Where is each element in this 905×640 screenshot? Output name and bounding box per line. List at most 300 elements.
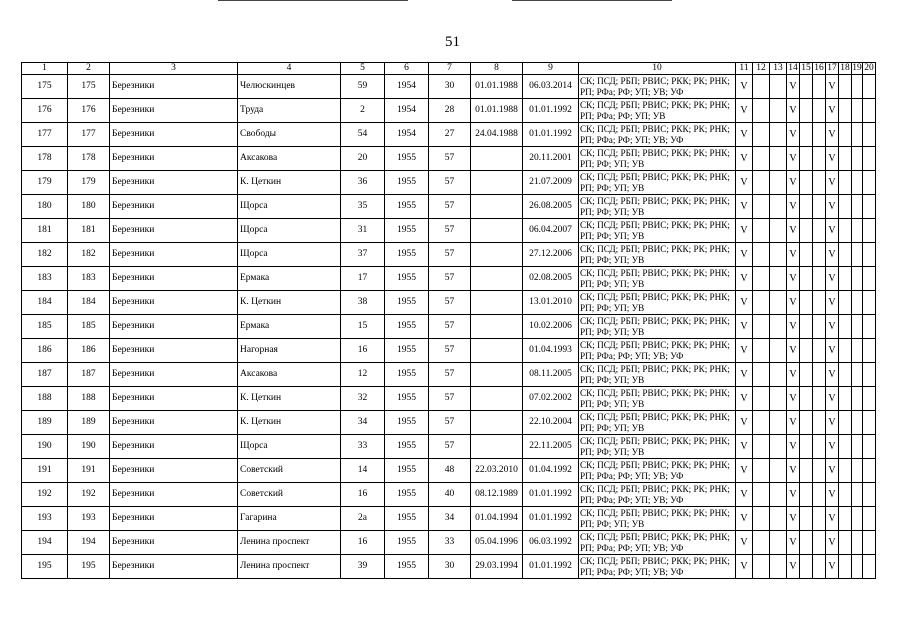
- cell-mark-18: [839, 387, 852, 411]
- table-row: [22, 483, 876, 507]
- cell-city: Березники: [110, 363, 238, 387]
- cell-mark-16: [813, 363, 826, 387]
- cell-mark-11: V: [736, 99, 753, 123]
- cell-date-1: [471, 171, 523, 195]
- cell-mark-14: V: [787, 363, 800, 387]
- cell-record-number: 183: [22, 267, 68, 291]
- cell-house-number: 16: [341, 531, 385, 555]
- cell-house-number: 54: [341, 123, 385, 147]
- cell-object-number: 176: [68, 99, 110, 123]
- cell-house-number: 38: [341, 291, 385, 315]
- cell-date-1: 29.03.1994: [471, 555, 523, 579]
- cell-mark-14: V: [787, 339, 800, 363]
- column-header-5: 5: [341, 63, 385, 75]
- cell-mark-20: [863, 507, 876, 531]
- cell-street: К. Цеткин: [238, 387, 341, 411]
- cell-mark-12: [753, 75, 770, 99]
- cell-mark-11: V: [736, 171, 753, 195]
- cell-object-number: 179: [68, 171, 110, 195]
- cell-mark-19: [852, 99, 863, 123]
- cell-build-year: 1955: [385, 411, 429, 435]
- cell-house-number: 16: [341, 339, 385, 363]
- cell-date-2: 02.08.2005: [523, 267, 579, 291]
- cell-work-codes: СК; ПСД; РБП; РВИС; РКК; РК; РНК; РП; РФа; РФ; УП; УВ; УФ: [579, 75, 736, 99]
- cell-mark-15: [800, 267, 813, 291]
- cell-work-codes: СК; ПСД; РБП; РВИС; РКК; РК; РНК; РП; РФа; РФ; УП; УВ; УФ: [579, 123, 736, 147]
- cell-wear-percent: 57: [429, 363, 471, 387]
- cell-street: Ермака: [238, 315, 341, 339]
- cell-mark-18: [839, 483, 852, 507]
- cell-date-2: 06.03.1992: [523, 531, 579, 555]
- cell-mark-13: [770, 171, 787, 195]
- cell-mark-13: [770, 315, 787, 339]
- cell-mark-19: [852, 75, 863, 99]
- cell-date-1: [471, 315, 523, 339]
- table-row: [22, 99, 876, 123]
- cell-mark-19: [852, 339, 863, 363]
- cell-date-1: [471, 411, 523, 435]
- cell-record-number: 190: [22, 435, 68, 459]
- table-row: [22, 171, 876, 195]
- cell-build-year: 1955: [385, 483, 429, 507]
- cell-mark-19: [852, 459, 863, 483]
- cell-date-1: 08.12.1989: [471, 483, 523, 507]
- column-header-13: 13: [770, 63, 787, 75]
- cell-mark-17: V: [826, 435, 839, 459]
- cell-work-codes: СК; ПСД; РБП; РВИС; РКК; РК; РНК; РП; РФа; РФ; УП; УВ; УФ: [579, 339, 736, 363]
- cell-record-number: 191: [22, 459, 68, 483]
- cell-object-number: 177: [68, 123, 110, 147]
- cell-mark-17: V: [826, 171, 839, 195]
- cell-mark-16: [813, 555, 826, 579]
- cell-mark-17: V: [826, 195, 839, 219]
- cell-mark-12: [753, 171, 770, 195]
- cell-mark-15: [800, 339, 813, 363]
- table-row: [22, 339, 876, 363]
- cell-object-number: 193: [68, 507, 110, 531]
- cell-mark-17: V: [826, 339, 839, 363]
- cell-date-2: 01.01.1992: [523, 507, 579, 531]
- cell-work-codes: СК; ПСД; РБП; РВИС; РКК; РК; РНК; РП; РФ; УП; УВ: [579, 195, 736, 219]
- cell-object-number: 184: [68, 291, 110, 315]
- cell-mark-13: [770, 99, 787, 123]
- cell-mark-12: [753, 195, 770, 219]
- cell-mark-12: [753, 555, 770, 579]
- cell-mark-17: V: [826, 123, 839, 147]
- cell-date-2: 22.11.2005: [523, 435, 579, 459]
- cell-work-codes: СК; ПСД; РБП; РВИС; РКК; РК; РНК; РП; РФа; РФ; УП; УВ; УФ: [579, 531, 736, 555]
- cell-mark-11: V: [736, 243, 753, 267]
- cell-mark-15: [800, 195, 813, 219]
- cell-mark-14: V: [787, 555, 800, 579]
- cell-mark-14: V: [787, 291, 800, 315]
- cell-record-number: 184: [22, 291, 68, 315]
- cell-mark-19: [852, 483, 863, 507]
- cell-wear-percent: 40: [429, 483, 471, 507]
- cell-mark-18: [839, 459, 852, 483]
- cell-street: Советский: [238, 459, 341, 483]
- cell-mark-13: [770, 531, 787, 555]
- top-rule-right: [512, 0, 672, 1]
- cell-record-number: 178: [22, 147, 68, 171]
- cell-city: Березники: [110, 99, 238, 123]
- cell-wear-percent: 57: [429, 147, 471, 171]
- cell-mark-16: [813, 195, 826, 219]
- cell-house-number: 31: [341, 219, 385, 243]
- cell-mark-15: [800, 387, 813, 411]
- cell-date-2: 01.04.1993: [523, 339, 579, 363]
- cell-wear-percent: 57: [429, 267, 471, 291]
- cell-mark-11: V: [736, 363, 753, 387]
- cell-mark-19: [852, 507, 863, 531]
- cell-house-number: 15: [341, 315, 385, 339]
- column-header-8: 8: [471, 63, 523, 75]
- cell-city: Березники: [110, 75, 238, 99]
- table-row: [22, 291, 876, 315]
- cell-date-2: 13.01.2010: [523, 291, 579, 315]
- cell-mark-19: [852, 363, 863, 387]
- cell-wear-percent: 57: [429, 243, 471, 267]
- cell-mark-15: [800, 147, 813, 171]
- cell-object-number: 181: [68, 219, 110, 243]
- cell-build-year: 1955: [385, 243, 429, 267]
- cell-mark-20: [863, 243, 876, 267]
- cell-wear-percent: 57: [429, 195, 471, 219]
- cell-record-number: 181: [22, 219, 68, 243]
- cell-work-codes: СК; ПСД; РБП; РВИС; РКК; РК; РНК; РП; РФ; УП; УВ: [579, 435, 736, 459]
- cell-wear-percent: 34: [429, 507, 471, 531]
- cell-build-year: 1955: [385, 531, 429, 555]
- cell-mark-14: V: [787, 123, 800, 147]
- cell-street: Ермака: [238, 267, 341, 291]
- cell-mark-16: [813, 339, 826, 363]
- table-row: [22, 195, 876, 219]
- cell-mark-14: V: [787, 531, 800, 555]
- cell-work-codes: СК; ПСД; РБП; РВИС; РКК; РК; РНК; РП; РФа; РФ; УП; УВ: [579, 99, 736, 123]
- cell-build-year: 1954: [385, 75, 429, 99]
- column-header-11: 11: [736, 63, 753, 75]
- cell-street: К. Цеткин: [238, 291, 341, 315]
- cell-mark-20: [863, 75, 876, 99]
- housing-register-table: [21, 62, 876, 579]
- table-row: [22, 459, 876, 483]
- cell-build-year: 1954: [385, 123, 429, 147]
- cell-mark-14: V: [787, 483, 800, 507]
- page-number: 51: [445, 34, 460, 50]
- cell-record-number: 188: [22, 387, 68, 411]
- cell-mark-11: V: [736, 123, 753, 147]
- cell-mark-14: V: [787, 435, 800, 459]
- cell-mark-16: [813, 75, 826, 99]
- cell-mark-11: V: [736, 483, 753, 507]
- cell-mark-19: [852, 555, 863, 579]
- cell-mark-20: [863, 315, 876, 339]
- cell-object-number: 189: [68, 411, 110, 435]
- cell-work-codes: СК; ПСД; РБП; РВИС; РКК; РК; РНК; РП; РФ; УП; УВ: [579, 363, 736, 387]
- cell-mark-17: V: [826, 411, 839, 435]
- cell-date-1: 01.04.1994: [471, 507, 523, 531]
- cell-street: К. Цеткин: [238, 411, 341, 435]
- cell-mark-18: [839, 75, 852, 99]
- cell-object-number: 187: [68, 363, 110, 387]
- cell-mark-17: V: [826, 99, 839, 123]
- cell-mark-16: [813, 483, 826, 507]
- cell-mark-12: [753, 267, 770, 291]
- cell-date-2: 26.08.2005: [523, 195, 579, 219]
- cell-mark-17: V: [826, 267, 839, 291]
- cell-build-year: 1955: [385, 267, 429, 291]
- table-row: [22, 147, 876, 171]
- cell-object-number: 183: [68, 267, 110, 291]
- cell-mark-16: [813, 531, 826, 555]
- cell-street: Советский: [238, 483, 341, 507]
- cell-wear-percent: 57: [429, 387, 471, 411]
- cell-mark-18: [839, 435, 852, 459]
- cell-city: Березники: [110, 195, 238, 219]
- cell-mark-15: [800, 243, 813, 267]
- cell-city: Березники: [110, 267, 238, 291]
- cell-mark-15: [800, 291, 813, 315]
- table-row: [22, 219, 876, 243]
- cell-mark-12: [753, 219, 770, 243]
- cell-mark-20: [863, 411, 876, 435]
- cell-wear-percent: 57: [429, 411, 471, 435]
- cell-mark-18: [839, 531, 852, 555]
- cell-build-year: 1955: [385, 339, 429, 363]
- cell-mark-13: [770, 195, 787, 219]
- cell-mark-14: V: [787, 267, 800, 291]
- cell-mark-12: [753, 123, 770, 147]
- table-row: [22, 435, 876, 459]
- cell-mark-16: [813, 507, 826, 531]
- cell-mark-12: [753, 387, 770, 411]
- column-header-14: 14: [788, 63, 798, 73]
- cell-mark-13: [770, 483, 787, 507]
- cell-date-2: 07.02.2002: [523, 387, 579, 411]
- cell-city: Березники: [110, 459, 238, 483]
- cell-date-1: 01.01.1988: [471, 75, 523, 99]
- cell-street: Челюскинцев: [238, 75, 341, 99]
- cell-street: Ленина проспект: [238, 555, 341, 579]
- cell-mark-14: V: [787, 99, 800, 123]
- cell-mark-20: [863, 531, 876, 555]
- cell-object-number: 194: [68, 531, 110, 555]
- cell-mark-20: [863, 435, 876, 459]
- table-row: [22, 123, 876, 147]
- cell-mark-11: V: [736, 291, 753, 315]
- cell-street: К. Цеткин: [238, 171, 341, 195]
- cell-house-number: 59: [341, 75, 385, 99]
- cell-street: Ленина проспект: [238, 531, 341, 555]
- cell-mark-11: V: [736, 555, 753, 579]
- cell-build-year: 1955: [385, 555, 429, 579]
- cell-mark-18: [839, 555, 852, 579]
- cell-record-number: 175: [22, 75, 68, 99]
- cell-wear-percent: 57: [429, 435, 471, 459]
- cell-wear-percent: 30: [429, 555, 471, 579]
- cell-mark-17: V: [826, 531, 839, 555]
- cell-mark-17: V: [826, 219, 839, 243]
- cell-street: Нагорная: [238, 339, 341, 363]
- cell-mark-15: [800, 75, 813, 99]
- cell-mark-20: [863, 171, 876, 195]
- cell-mark-14: V: [787, 243, 800, 267]
- cell-mark-20: [863, 291, 876, 315]
- cell-mark-16: [813, 411, 826, 435]
- cell-object-number: 190: [68, 435, 110, 459]
- cell-mark-20: [863, 219, 876, 243]
- cell-work-codes: СК; ПСД; РБП; РВИС; РКК; РК; РНК; РП; РФ; УП; УВ: [579, 219, 736, 243]
- column-header-10: 10: [579, 63, 736, 75]
- cell-house-number: 12: [341, 363, 385, 387]
- cell-mark-19: [852, 219, 863, 243]
- cell-mark-11: V: [736, 531, 753, 555]
- table-row: [22, 315, 876, 339]
- cell-house-number: 34: [341, 411, 385, 435]
- column-header-20: 20: [864, 63, 874, 73]
- cell-mark-20: [863, 99, 876, 123]
- cell-mark-20: [863, 459, 876, 483]
- cell-object-number: 186: [68, 339, 110, 363]
- cell-wear-percent: 57: [429, 171, 471, 195]
- cell-record-number: 177: [22, 123, 68, 147]
- cell-mark-17: V: [826, 507, 839, 531]
- cell-date-1: [471, 219, 523, 243]
- cell-wear-percent: 57: [429, 339, 471, 363]
- cell-mark-11: V: [736, 435, 753, 459]
- cell-mark-15: [800, 507, 813, 531]
- cell-date-1: [471, 291, 523, 315]
- cell-build-year: 1955: [385, 195, 429, 219]
- cell-mark-13: [770, 267, 787, 291]
- cell-mark-11: V: [736, 315, 753, 339]
- cell-date-1: [471, 387, 523, 411]
- cell-mark-14: V: [787, 459, 800, 483]
- cell-house-number: 17: [341, 267, 385, 291]
- cell-work-codes: СК; ПСД; РБП; РВИС; РКК; РК; РНК; РП; РФ; УП; УВ: [579, 243, 736, 267]
- cell-city: Березники: [110, 147, 238, 171]
- cell-mark-17: V: [826, 75, 839, 99]
- cell-mark-18: [839, 123, 852, 147]
- cell-mark-18: [839, 99, 852, 123]
- cell-mark-17: V: [826, 363, 839, 387]
- cell-mark-18: [839, 291, 852, 315]
- cell-mark-13: [770, 291, 787, 315]
- cell-mark-19: [852, 267, 863, 291]
- cell-build-year: 1955: [385, 363, 429, 387]
- cell-mark-14: V: [787, 171, 800, 195]
- cell-mark-11: V: [736, 195, 753, 219]
- cell-work-codes: СК; ПСД; РБП; РВИС; РКК; РК; РНК; РП; РФ; УП; УВ: [579, 147, 736, 171]
- cell-city: Березники: [110, 291, 238, 315]
- cell-build-year: 1955: [385, 171, 429, 195]
- cell-object-number: 195: [68, 555, 110, 579]
- cell-date-2: 01.01.1992: [523, 555, 579, 579]
- cell-mark-14: V: [787, 219, 800, 243]
- cell-mark-13: [770, 459, 787, 483]
- cell-mark-16: [813, 219, 826, 243]
- cell-street: Труда: [238, 99, 341, 123]
- cell-mark-12: [753, 315, 770, 339]
- table-row: [22, 531, 876, 555]
- cell-build-year: 1954: [385, 99, 429, 123]
- cell-mark-16: [813, 243, 826, 267]
- cell-city: Березники: [110, 483, 238, 507]
- cell-mark-15: [800, 171, 813, 195]
- cell-mark-18: [839, 339, 852, 363]
- column-header-4: 4: [238, 63, 341, 75]
- cell-mark-20: [863, 483, 876, 507]
- cell-mark-12: [753, 99, 770, 123]
- cell-house-number: 32: [341, 387, 385, 411]
- cell-mark-15: [800, 555, 813, 579]
- cell-city: Березники: [110, 123, 238, 147]
- cell-mark-11: V: [736, 459, 753, 483]
- cell-record-number: 189: [22, 411, 68, 435]
- cell-city: Березники: [110, 387, 238, 411]
- cell-mark-16: [813, 123, 826, 147]
- cell-mark-17: V: [826, 555, 839, 579]
- cell-street: Щорса: [238, 243, 341, 267]
- cell-mark-13: [770, 339, 787, 363]
- cell-date-1: [471, 435, 523, 459]
- cell-date-2: 06.03.2014: [523, 75, 579, 99]
- cell-mark-12: [753, 339, 770, 363]
- table-row: [22, 363, 876, 387]
- cell-object-number: 188: [68, 387, 110, 411]
- cell-mark-13: [770, 75, 787, 99]
- cell-street: Щорса: [238, 219, 341, 243]
- cell-mark-16: [813, 387, 826, 411]
- cell-date-2: 10.02.2006: [523, 315, 579, 339]
- cell-mark-20: [863, 363, 876, 387]
- top-rule-left: [218, 0, 408, 1]
- cell-build-year: 1955: [385, 291, 429, 315]
- cell-mark-14: V: [787, 507, 800, 531]
- cell-mark-16: [813, 99, 826, 123]
- cell-object-number: 185: [68, 315, 110, 339]
- table-row: [22, 75, 876, 99]
- cell-work-codes: СК; ПСД; РБП; РВИС; РКК; РК; РНК; РП; РФ; УП; УВ: [579, 267, 736, 291]
- cell-mark-18: [839, 267, 852, 291]
- cell-object-number: 191: [68, 459, 110, 483]
- cell-street: Аксакова: [238, 363, 341, 387]
- cell-mark-19: [852, 435, 863, 459]
- cell-work-codes: СК; ПСД; РБП; РВИС; РКК; РК; РНК; РП; РФ; УП; УВ: [579, 171, 736, 195]
- cell-mark-16: [813, 435, 826, 459]
- cell-mark-11: V: [736, 411, 753, 435]
- column-header-18: 18: [840, 63, 850, 73]
- cell-object-number: 175: [68, 75, 110, 99]
- cell-mark-15: [800, 123, 813, 147]
- cell-date-1: [471, 195, 523, 219]
- cell-date-1: 24.04.1988: [471, 123, 523, 147]
- cell-mark-14: V: [787, 411, 800, 435]
- cell-mark-15: [800, 531, 813, 555]
- cell-mark-18: [839, 243, 852, 267]
- column-header-19: 19: [852, 63, 862, 73]
- cell-mark-15: [800, 411, 813, 435]
- cell-date-2: 21.07.2009: [523, 171, 579, 195]
- cell-street: Гагарина: [238, 507, 341, 531]
- cell-mark-18: [839, 147, 852, 171]
- cell-mark-12: [753, 147, 770, 171]
- cell-mark-14: V: [787, 75, 800, 99]
- column-header-15: 15: [801, 63, 811, 73]
- cell-mark-12: [753, 483, 770, 507]
- cell-date-1: [471, 147, 523, 171]
- cell-date-2: 01.01.1992: [523, 99, 579, 123]
